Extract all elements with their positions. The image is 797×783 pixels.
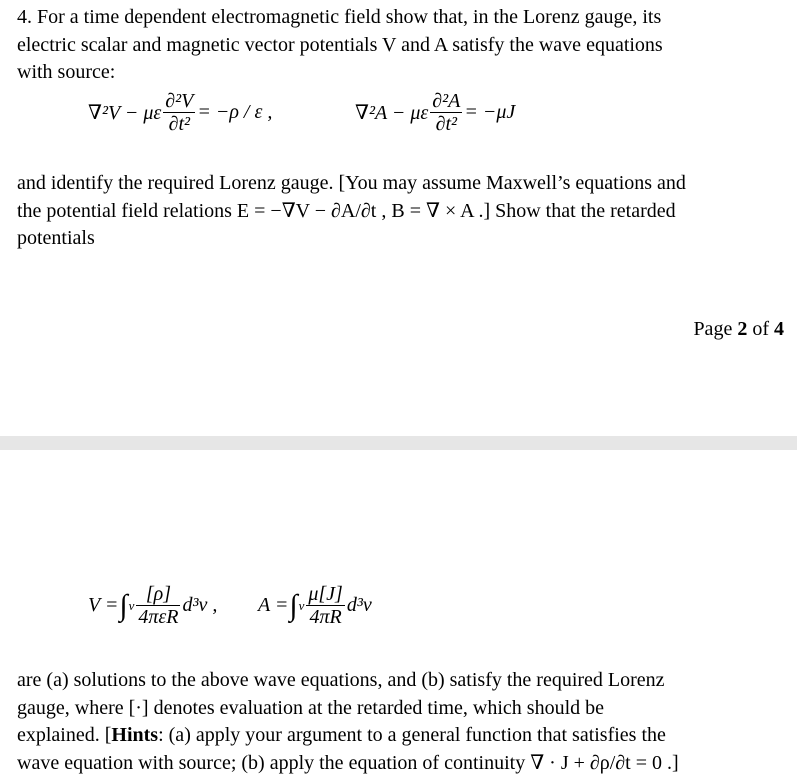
eq2-fraction [430, 90, 462, 135]
page-bottom-section [0, 450, 797, 783]
retarded-scalar-potential [88, 583, 217, 628]
intro-line-1: 4. For a time dependent electromagnetic field show that, in the Lorenz gauge, its [17, 6, 662, 28]
question-middle [17, 170, 784, 253]
hints-label: Hints [111, 724, 159, 746]
middle-line-3: potentials [17, 227, 95, 249]
closing-line-3 [17, 722, 784, 750]
eq1-fraction [163, 90, 195, 135]
closing-line-1: are (a) solutions to the above wave equations, and (b) satisfy the required Lorenz [17, 669, 665, 691]
page-current: 2 [737, 318, 748, 340]
v-int-sub: v [128, 597, 135, 613]
closing-line-4: wave equation with source; (b) apply the equation of continuity ∇ · J + ∂ρ/∂t = 0 .] [17, 751, 679, 774]
closing-line-2: gauge, where [·] denotes evaluation at the retarded time, which should be [17, 696, 605, 719]
a-lhs: A = [258, 594, 289, 616]
retarded-vector-potential [258, 583, 372, 628]
v-tail: d³v , [182, 594, 218, 616]
middle-line-2: the potential field relations E = −∇V − ∂A/∂t , B = ∇ × A .] Show that the retarded [17, 199, 676, 222]
eq2-numerator: ∂²A [432, 90, 461, 112]
middle-line-1: and identify the required Lorenz gauge. [You may assume Maxwell’s equations and [17, 172, 686, 194]
eq2-denominator: ∂t² [435, 113, 457, 135]
page-prefix: Page [693, 318, 738, 340]
a-int-sub: v [298, 597, 305, 613]
v-numerator: [ρ] [145, 583, 171, 605]
page-number [693, 318, 784, 341]
question-closing [17, 667, 784, 777]
eq2-rhs: = −μJ [464, 101, 516, 123]
eq1-lhs: ∇²V − με [88, 102, 162, 124]
eq1-denominator: ∂t² [168, 113, 190, 135]
a-numerator: μ[J] [308, 583, 343, 605]
a-tail: d³v [346, 594, 372, 616]
vector-wave-equation [355, 90, 515, 135]
integral-sign: ∫ [119, 588, 128, 622]
intro-line-2: electric scalar and magnetic vector potentials V and A satisfy the wave equations [17, 33, 663, 56]
page-total: 4 [774, 318, 784, 340]
question-intro [17, 4, 784, 87]
page-middle: of [747, 318, 774, 340]
eq2-lhs: ∇²A − με [355, 102, 429, 124]
a-fraction [306, 583, 344, 628]
eq1-rhs: = −ρ / ε , [197, 101, 273, 123]
page-break-divider [0, 436, 797, 450]
scalar-wave-equation [88, 90, 272, 135]
closing-line-3-pre: explained. [ [17, 724, 112, 746]
v-fraction [136, 583, 180, 628]
intro-line-3: with source: [17, 61, 116, 83]
integral-sign: ∫ [289, 588, 298, 622]
closing-line-3-post: : (a) apply your argument to a general function that satisfies the [158, 724, 666, 746]
eq1-numerator: ∂²V [165, 90, 194, 112]
a-denominator: 4πR [309, 606, 342, 628]
v-denominator: 4πεR [138, 606, 179, 628]
v-lhs: V = [88, 594, 119, 616]
